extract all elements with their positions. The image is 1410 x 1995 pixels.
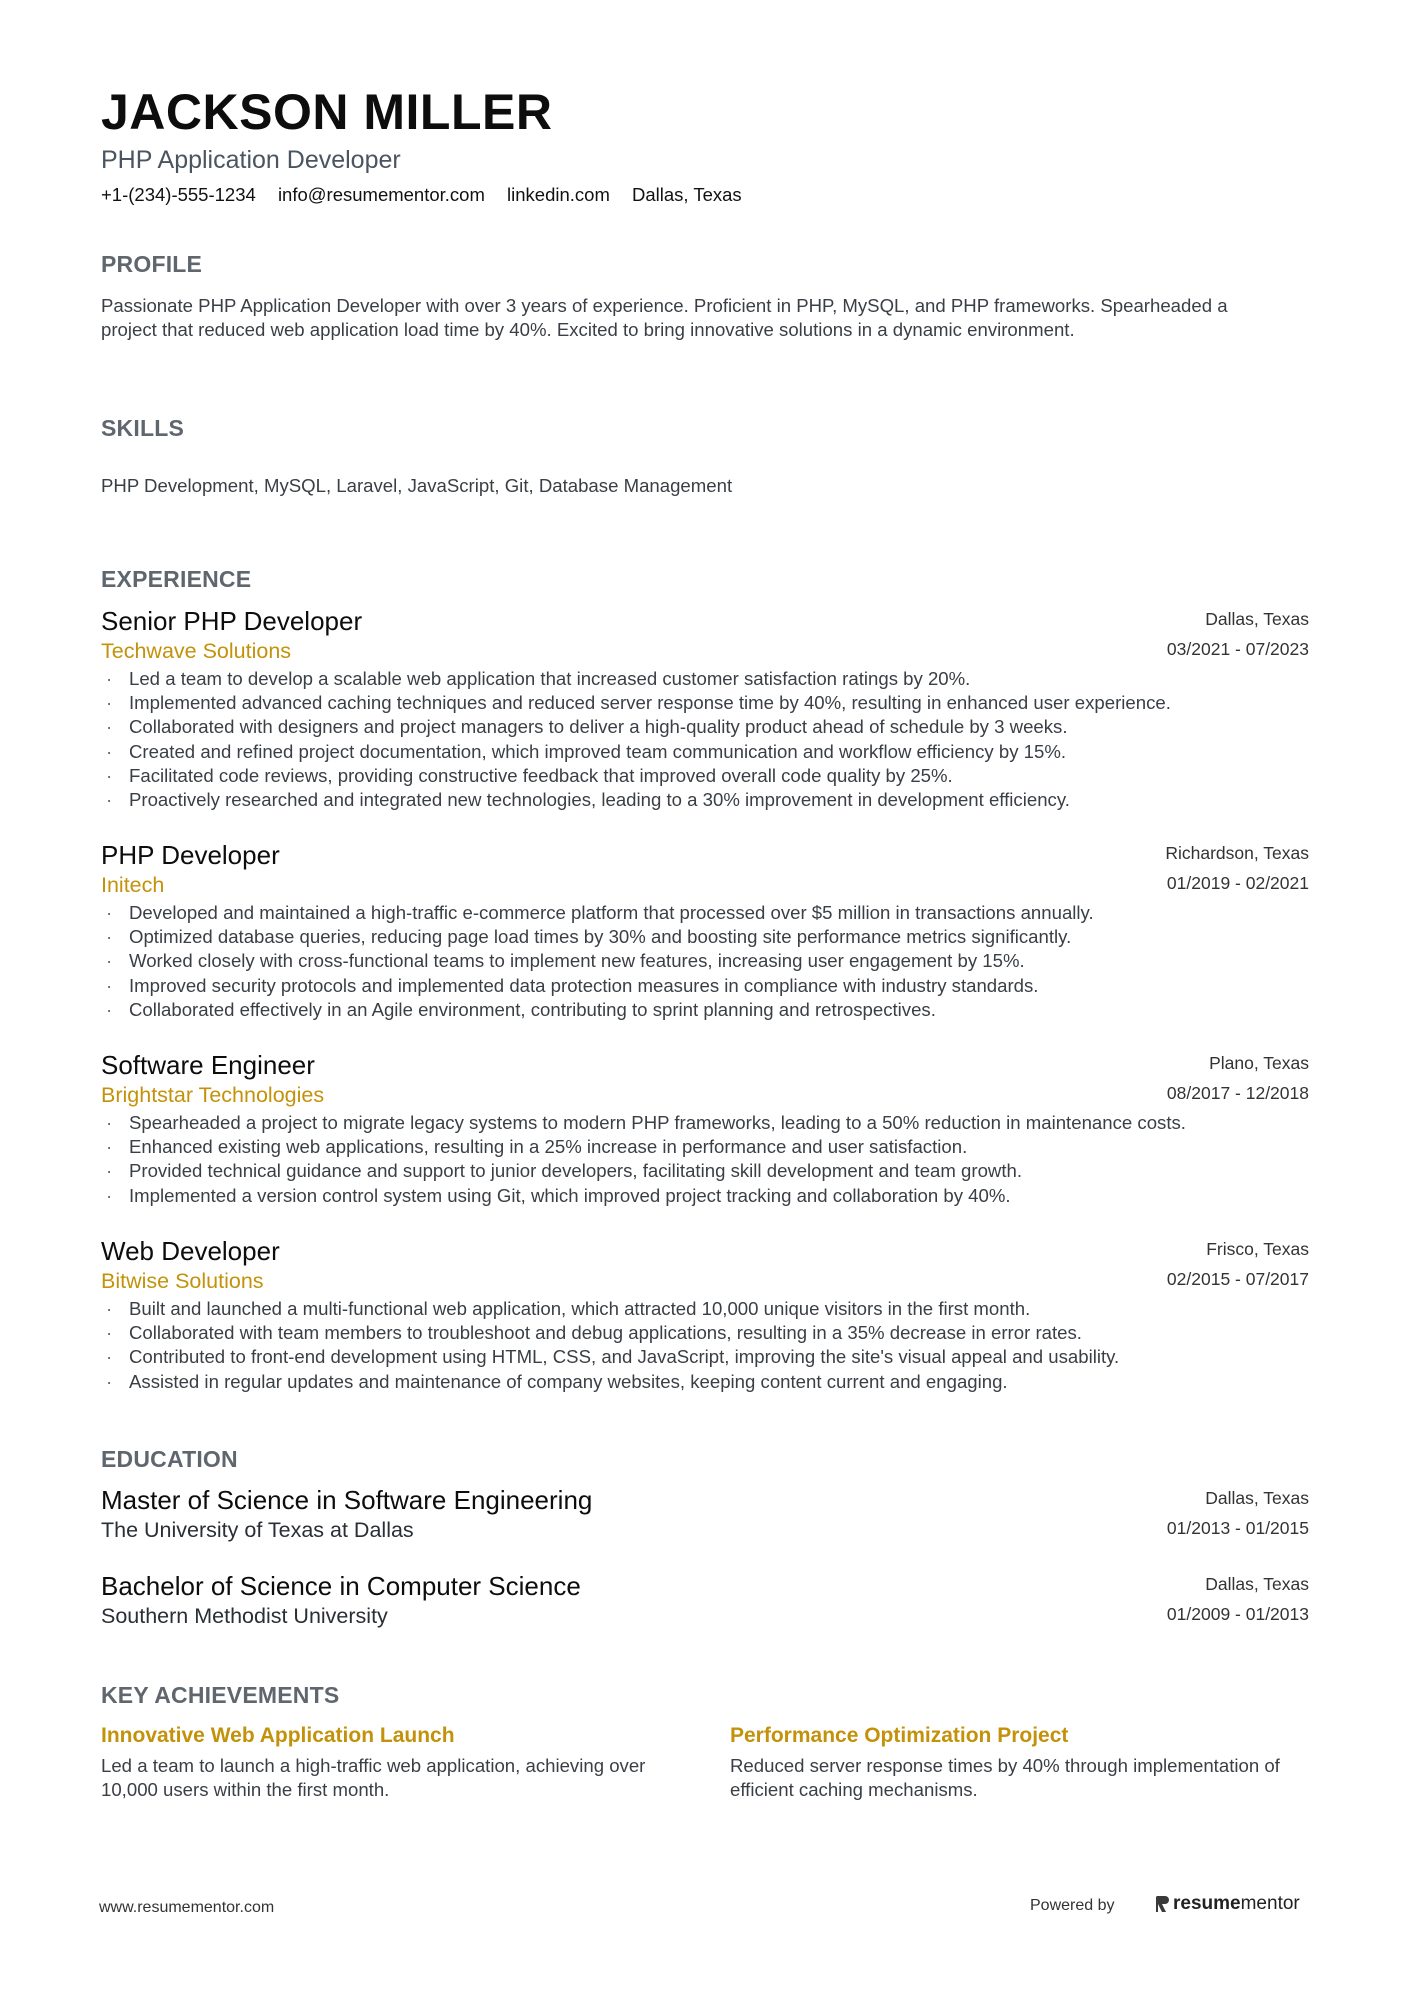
bullet-item: · Collaborated with designers and project managers to deliver a high-quality product ahead of schedule by 3 weeks. — [101, 715, 1309, 739]
experience-item — [101, 606, 1309, 812]
achievement-text: Reduced server response times by 40% through implementation of efficient caching mechanisms. — [730, 1755, 1280, 1800]
candidate-name: JACKSON MILLER — [101, 84, 553, 140]
education-item — [101, 1571, 1309, 1631]
footer-url[interactable]: www.resumementor.com — [99, 1899, 275, 1916]
degree: Bachelor of Science in Computer Science — [101, 1571, 581, 1601]
profile-heading: PROFILE — [101, 251, 203, 277]
experience-heading: EXPERIENCE — [101, 566, 252, 592]
job-dates: 03/2021 - 07/2023 — [1166, 639, 1309, 659]
bullet-item: · Led a team to develop a scalable web application that increased customer satisfaction ratings by 20%. — [101, 667, 1309, 691]
skills-heading: SKILLS — [101, 415, 184, 441]
education-item — [101, 1485, 1309, 1545]
job-dates: 08/2017 - 12/2018 — [1166, 1083, 1309, 1103]
education-location: Dallas, Texas — [1205, 1574, 1309, 1594]
experience-item — [101, 1050, 1309, 1208]
job-company: Brightstar Technologies — [101, 1083, 325, 1107]
achievements-heading: KEY ACHIEVEMENTS — [101, 1682, 340, 1708]
bullet-item: · Collaborated effectively in an Agile environment, contributing to sprint planning and retrospectives. — [101, 998, 1309, 1022]
job-location: Dallas, Texas — [1205, 609, 1309, 629]
job-dates: 01/2019 - 02/2021 — [1166, 873, 1309, 893]
job-bullets — [101, 901, 1309, 1022]
bullet-item: · Implemented a version control system using Git, which improved project tracking and collaboration by 40%. — [101, 1184, 1309, 1208]
contact-phone: +1-(234)-555-1234 — [101, 184, 256, 205]
powered-by-label: Powered by — [1030, 1897, 1115, 1914]
bullet-item: · Provided technical guidance and support to junior developers, facilitating skill development and team growth. — [101, 1159, 1309, 1183]
school: Southern Methodist University — [101, 1604, 388, 1628]
job-location: Richardson, Texas — [1165, 843, 1309, 863]
achievement-item — [730, 1722, 1310, 1802]
job-role: Software Engineer — [101, 1050, 315, 1080]
job-location: Plano, Texas — [1209, 1053, 1309, 1073]
contact-linkedin[interactable]: linkedin.com — [507, 184, 610, 205]
achievement-title: Performance Optimization Project — [730, 1724, 1069, 1747]
job-role: Web Developer — [101, 1236, 280, 1266]
bullet-item: · Worked closely with cross-functional teams to implement new features, increasing user engagement by 15%. — [101, 949, 1309, 973]
education-heading: EDUCATION — [101, 1446, 238, 1472]
bullet-item: · Optimized database queries, reducing page load times by 30% and boosting site performance metrics significantly. — [101, 925, 1309, 949]
bullet-item: · Improved security protocols and implemented data protection measures in compliance with industry standards. — [101, 974, 1309, 998]
education-dates: 01/2009 - 01/2013 — [1166, 1604, 1309, 1624]
experience-item — [101, 840, 1309, 1022]
job-bullets — [101, 667, 1309, 812]
education-dates: 01/2013 - 01/2015 — [1166, 1518, 1309, 1538]
contact-location: Dallas, Texas — [632, 184, 742, 205]
bullet-item: · Assisted in regular updates and maintenance of company websites, keeping content current and engaging. — [101, 1370, 1309, 1394]
bullet-item: · Spearheaded a project to migrate legacy systems to modern PHP frameworks, leading to a 50% reduction in maintenance costs. — [101, 1111, 1309, 1135]
contact-email[interactable]: info@resumementor.com — [277, 184, 485, 205]
degree: Master of Science in Software Engineering — [101, 1485, 593, 1515]
contact-line — [101, 183, 759, 207]
bullet-item: · Proactively researched and integrated new technologies, leading to a 30% improvement in development efficiency. — [101, 788, 1309, 812]
job-dates: 02/2015 - 07/2017 — [1166, 1269, 1309, 1289]
brand-name-bold: resume — [1173, 1893, 1241, 1914]
job-location: Frisco, Texas — [1206, 1239, 1309, 1259]
brand-logo[interactable] — [1155, 1893, 1300, 1915]
bullet-item: · Contributed to front-end development using HTML, CSS, and JavaScript, improving the site's visual appeal and usability. — [101, 1345, 1309, 1369]
job-role: Senior PHP Developer — [101, 606, 363, 636]
bullet-item: · Enhanced existing web applications, resulting in a 25% increase in performance and user satisfaction. — [101, 1135, 1309, 1159]
job-role: PHP Developer — [101, 840, 280, 870]
bullet-item: · Created and refined project documentation, which improved team communication and workflow efficiency by 15%. — [101, 740, 1309, 764]
candidate-title: PHP Application Developer — [101, 146, 401, 174]
bullet-item: · Collaborated with team members to troubleshoot and debug applications, resulting in a 35% decrease in error rates. — [101, 1321, 1309, 1345]
resumementor-logo-icon — [1155, 1895, 1169, 1913]
bullet-item: · Implemented advanced caching techniques and reduced server response time by 40%, resulting in enhanced user experience. — [101, 691, 1309, 715]
profile-text: Passionate PHP Application Developer with over 3 years of experience. Proficient in PHP, MySQL, and PHP frameworks. Spearheaded a project that reduced web application load time by 40%. Excited to bring innovative solutions in a dynamic environment. — [101, 295, 1228, 340]
experience-item — [101, 1236, 1309, 1394]
job-company: Bitwise Solutions — [101, 1269, 264, 1293]
bullet-item: · Built and launched a multi-functional web application, which attracted 10,000 unique visitors in the first month. — [101, 1297, 1309, 1321]
education-location: Dallas, Texas — [1205, 1488, 1309, 1508]
achievement-text: Led a team to launch a high-traffic web application, achieving over 10,000 users within the first month. — [101, 1755, 646, 1800]
job-bullets — [101, 1111, 1309, 1208]
job-company: Techwave Solutions — [101, 639, 292, 663]
bullet-item: · Developed and maintained a high-traffic e-commerce platform that processed over $5 million in transactions annually. — [101, 901, 1309, 925]
brand-name-light: mentor — [1240, 1893, 1300, 1914]
achievement-title: Innovative Web Application Launch — [101, 1724, 455, 1747]
school: The University of Texas at Dallas — [101, 1518, 414, 1542]
bullet-item: · Facilitated code reviews, providing constructive feedback that improved overall code quality by 25%. — [101, 764, 1309, 788]
achievement-item — [101, 1722, 681, 1802]
job-company: Initech — [101, 873, 165, 897]
skills-text: PHP Development, MySQL, Laravel, JavaScript, Git, Database Management — [101, 475, 733, 496]
job-bullets — [101, 1297, 1309, 1394]
